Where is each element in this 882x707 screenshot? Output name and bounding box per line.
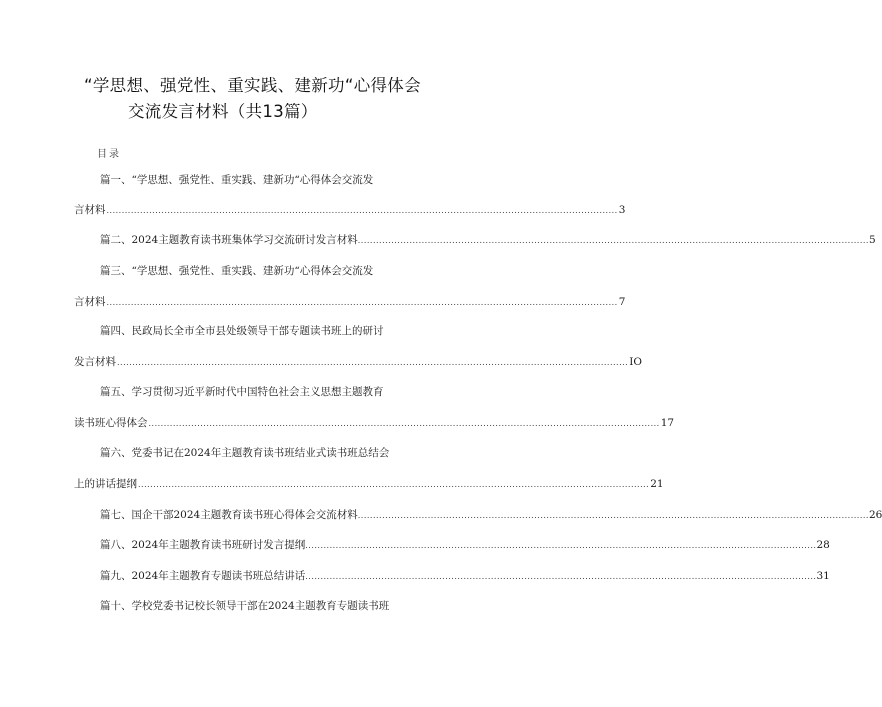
toc-entry-9-page: 31	[816, 570, 830, 582]
toc-dot-leader: ........................................................................................................................................................................	[138, 480, 650, 489]
toc-entry-4-line-1[interactable]: 篇四、民政局长全市全市县处级领导干部专题读书班上的研讨	[100, 325, 384, 337]
toc-entry-5-text: 读书班心得体会	[74, 417, 148, 429]
toc-entry-10-line-1[interactable]: 篇十、学校党委书记校长领导干部在2024主题教育专题读书班	[100, 600, 390, 612]
toc-entry-3-page: 7	[618, 296, 626, 308]
toc-entry-9-text: 篇九、2024年主题教育专题读书班总结讲话	[100, 570, 306, 582]
toc-dot-leader: ........................................................................................................................................................................	[106, 206, 618, 215]
toc-entry-9[interactable]	[100, 569, 830, 584]
toc-entry-8[interactable]	[100, 538, 830, 553]
toc-entry-4-page: IO	[629, 356, 642, 368]
toc-entry-6-text: 上的讲话提纲	[74, 478, 137, 490]
toc-entry-8-page: 28	[816, 539, 830, 551]
document-title-line-2: 交流发言材料（共13篇）	[128, 102, 318, 121]
toc-entry-1-line-2[interactable]	[74, 203, 626, 218]
toc-entry-8-text: 篇八、2024年主题教育读书班研讨发言提纲	[100, 539, 306, 551]
toc-entry-7-text: 篇七、国企干部2024主题教育读书班心得体会交流材料	[100, 509, 358, 521]
toc-entry-6-line-1[interactable]: 篇六、党委书记在2024年主题教育读书班结业式读书班总结会	[100, 447, 390, 459]
toc-entry-7-page: 26	[868, 509, 882, 521]
toc-entry-6-line-2[interactable]	[74, 477, 664, 492]
toc-dot-leader: ........................................................................................................................................................................	[106, 298, 618, 307]
toc-entry-6-page: 21	[650, 478, 664, 490]
toc-entry-5-line-2[interactable]	[74, 416, 675, 431]
toc-entry-5-page: 17	[660, 417, 675, 429]
toc-dot-leader: ........................................................................................................................................................................	[357, 511, 869, 520]
toc-dot-leader: ........................................................................................................................................................................	[305, 572, 817, 581]
toc-dot-leader: ........................................................................................................................................................................	[117, 358, 629, 367]
toc-dot-leader: ........................................................................................................................................................................	[148, 419, 660, 428]
toc-entry-7[interactable]	[100, 508, 882, 523]
document-title-line-1: “学思想、强党性、重实践、建新功“心得体会	[84, 76, 421, 95]
toc-entry-1-line-1[interactable]: 篇一、“学思想、强党性、重实践、建新功“心得体会交流发	[100, 174, 374, 186]
toc-heading: 目录	[97, 149, 121, 160]
toc-entry-4-line-2[interactable]	[74, 355, 642, 370]
toc-dot-leader: ........................................................................................................................................................................	[357, 236, 869, 245]
toc-entry-2[interactable]	[100, 233, 876, 248]
toc-entry-2-page: 5	[868, 234, 876, 246]
toc-entry-5-line-1[interactable]: 篇五、学习贯彻习近平新时代中国特色社会主义思想主题教育	[100, 386, 384, 398]
toc-entry-2-text: 篇二、2024主题教育读书班集体学习交流研讨发言材料	[100, 234, 358, 246]
toc-dot-leader: ........................................................................................................................................................................	[305, 541, 817, 550]
toc-entry-1-text: 言材料	[74, 204, 106, 216]
toc-entry-4-text: 发言材料	[74, 356, 116, 368]
toc-entry-3-text: 言材料	[74, 296, 106, 308]
toc-entry-1-page: 3	[618, 204, 626, 216]
toc-entry-3-line-2[interactable]	[74, 295, 626, 310]
toc-entry-3-line-1[interactable]: 篇三、“学思想、强党性、重实践、建新功“心得体会交流发	[100, 265, 374, 277]
